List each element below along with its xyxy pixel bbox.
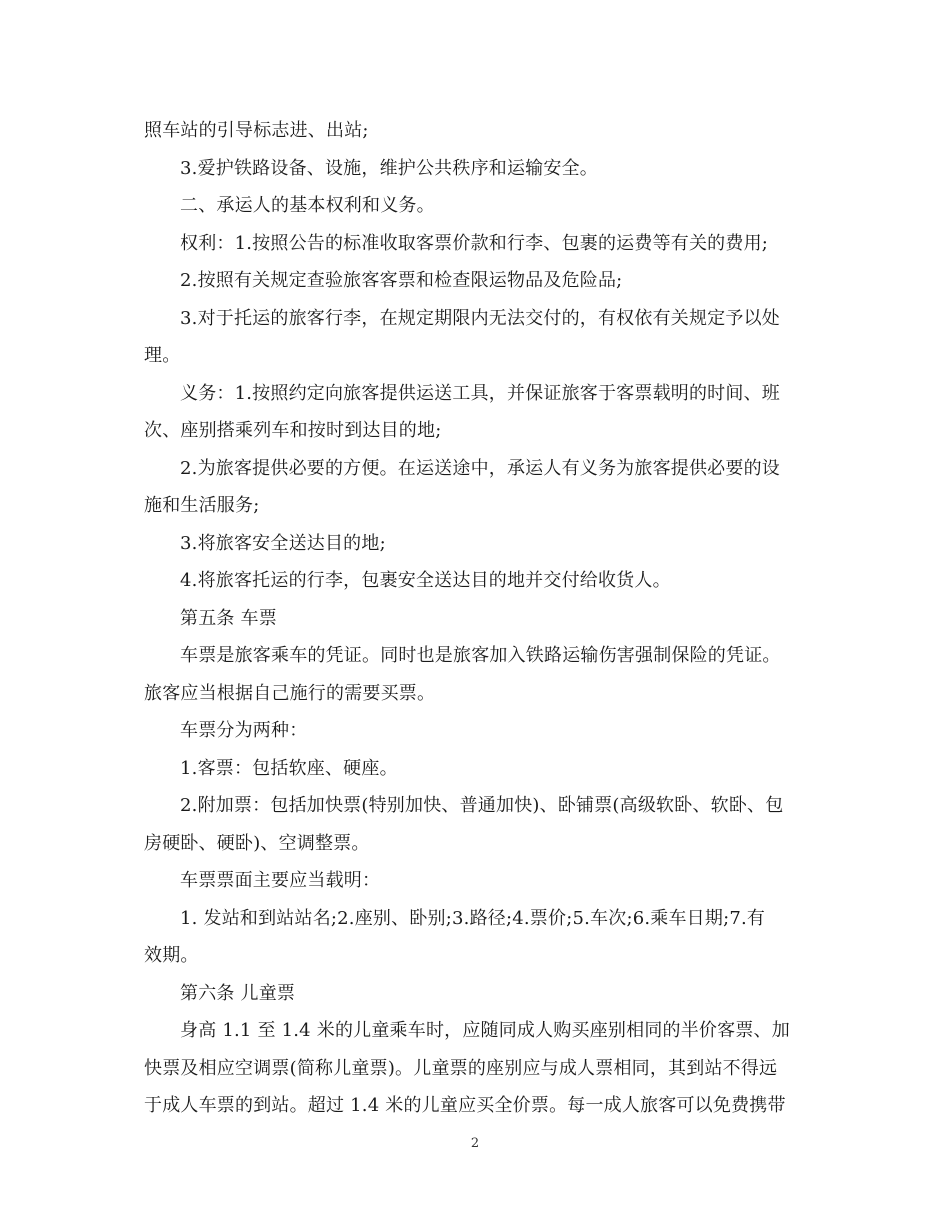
text-line: 于成人车票的到站。超过 1.4 米的儿童应买全价票。每一成人旅客可以免费携带 [144, 1095, 786, 1116]
text-line: 权利：1.按照公告的标准收取客票价款和行李、包裹的运费等有关的费用; [180, 232, 769, 254]
text-line: 房硬卧、硬卧)、空调整票。 [144, 832, 370, 854]
text-line: 3.对于托运的旅客行李，在规定期限内无法交付的，有权依有关规定予以处 [180, 307, 780, 329]
text-line: 二、承运人的基本权利和义务。 [180, 195, 435, 216]
text-line: 第六条 儿童票 [180, 982, 296, 1004]
page-number: 2 [470, 1136, 480, 1151]
text-line: 理。 [144, 345, 181, 366]
text-line: 2.为旅客提供必要的方便。在运送途中，承运人有义务为旅客提供必要的设 [180, 457, 780, 479]
text-line: 照车站的引导标志进、出站; [144, 120, 369, 141]
text-line: 旅客应当根据自己施行的需要买票。 [144, 682, 436, 704]
text-line: 次、座别搭乘列车和按时到达目的地; [144, 420, 442, 441]
text-line: 2.按照有关规定查验旅客客票和检查限运物品及危险品; [180, 270, 623, 291]
text-line: 3.爱护铁路设备、设施，维护公共秩序和运输安全。 [180, 157, 598, 179]
text-line: 施和生活服务; [144, 495, 260, 516]
text-line: 2.附加票：包括加快票(特别加快、普通加快)、卧铺票(高级软卧、软卧、包 [180, 795, 784, 816]
text-line: 3.将旅客安全送达目的地; [180, 532, 386, 554]
text-line: 1. 发站和到站站名;2.座别、卧别;3.路径;4.票价;5.车次;6.乘车日期;7.有 [180, 907, 766, 929]
text-line: 4.将旅客托运的行李，包裹安全送达目的地并交付给收货人。 [180, 570, 671, 591]
text-line: 1.客票：包括软座、硬座。 [180, 757, 398, 779]
text-line: 身高 1.1 至 1.4 米的儿童乘车时，应随同成人购买座别相同的半价客票、加 [180, 1020, 790, 1041]
text-line: 车票分为两种： [180, 720, 308, 741]
document-body [144, 112, 814, 1125]
text-line: 车票是旅客乘车的凭证。同时也是旅客加入铁路运输伤害强制保险的凭证。 [180, 645, 781, 666]
text-line: 快票及相应空调票(简称儿童票)。儿童票的座别应与成人票相同，其到站不得远 [144, 1057, 778, 1079]
text-line: 义务：1.按照约定向旅客提供运送工具，并保证旅客于客票载明的时间、班 [180, 382, 780, 404]
text-line: 车票票面主要应当载明： [180, 870, 381, 891]
text-line: 第五条 车票 [180, 607, 277, 629]
text-line: 效期。 [144, 945, 199, 966]
